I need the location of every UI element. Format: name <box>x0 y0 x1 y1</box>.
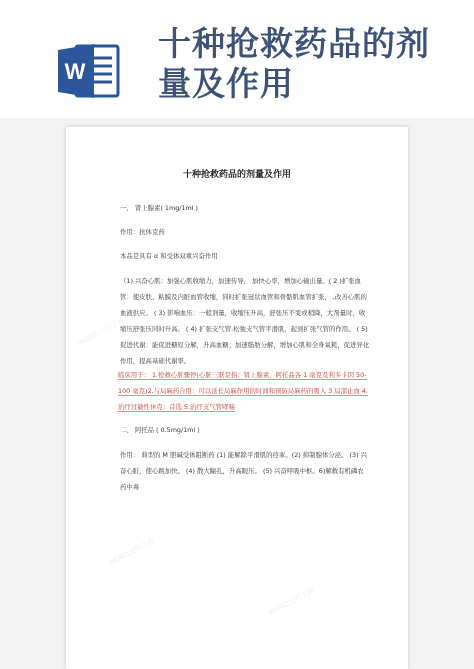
document-preview-area <box>0 118 474 669</box>
section1-effect: 作用：抗休克药 <box>120 228 165 236</box>
clinical-use-highlight <box>118 367 372 415</box>
banner-title-line1: 十种抢救药品的剂 <box>158 24 430 63</box>
banner-title-line2: 量及作用 <box>158 64 294 103</box>
word-icon <box>58 42 120 100</box>
section1-heading: 一、 肾上腺素( 1mg/1ml ) <box>120 204 198 212</box>
watermark: WORD文档下载 <box>217 376 266 408</box>
watermark: WORD文档下载 <box>77 316 126 348</box>
watermark: WORD文档下载 <box>267 586 316 618</box>
document-page <box>66 127 408 669</box>
section1-receptor: 本品是具有 α 和受体双重兴奋作用 <box>120 252 218 260</box>
section2-paragraph: 作用： 典型的 M 胆碱受体阻断药 (1) 能解除平滑肌的痉挛。(2) 抑制腺体分泌。 (3) 兴奋心脏，使心跳加快。 (4) 散大瞳孔，升高眼压。 (5) 兴奋呼吸中枢。6)解救有机磷农药中毒 <box>120 451 368 491</box>
clinical-use-text: 临床用于： 1.抢救心脏骤停(心脏三联是指：肾上腺素，阿托品各 1 毫克及利多卡因 50-100 毫克)2.与局麻药合用：可以延长局麻作用的时间和预防局麻药的吸入 3.局部止血 4.治疗过敏性休克：首选 5.治疗支气管哮喘 <box>118 371 368 411</box>
word-logo-letter: W <box>64 59 86 84</box>
watermark: WORD文档下载 <box>107 536 156 568</box>
document-title: 十种抢救药品的剂量及作用 <box>182 170 291 180</box>
section2-heading: 二、 阿托品 ( 0.5mg/1ml ) <box>120 426 200 434</box>
section1-paragraph: （1) 兴奋心肌：加强心肌收缩力，加速传导， 加快心率，增加心输出量。( 2 )扩张血管：使皮肤、粘膜及内脏血管收缩，同时扩张冠状血管和骨骼肌血管扩张， ,改善心肌的血液供应。 ( 3) 影响血压：一般剂量，收缩压升高，舒张压不变或稍降，大剂量时，收缩压舒张压同时升高。 ( 4) 扩张支气管:松弛支气管平滑肌，起到扩张气管的作用。 ( 5) 促进代谢：能促进糖原分解，升高血糖；加速脂肪分解，增加心肌和全身氧耗，促进异化作用，提高基础代谢率。 <box>120 277 370 365</box>
header-banner <box>0 0 474 118</box>
